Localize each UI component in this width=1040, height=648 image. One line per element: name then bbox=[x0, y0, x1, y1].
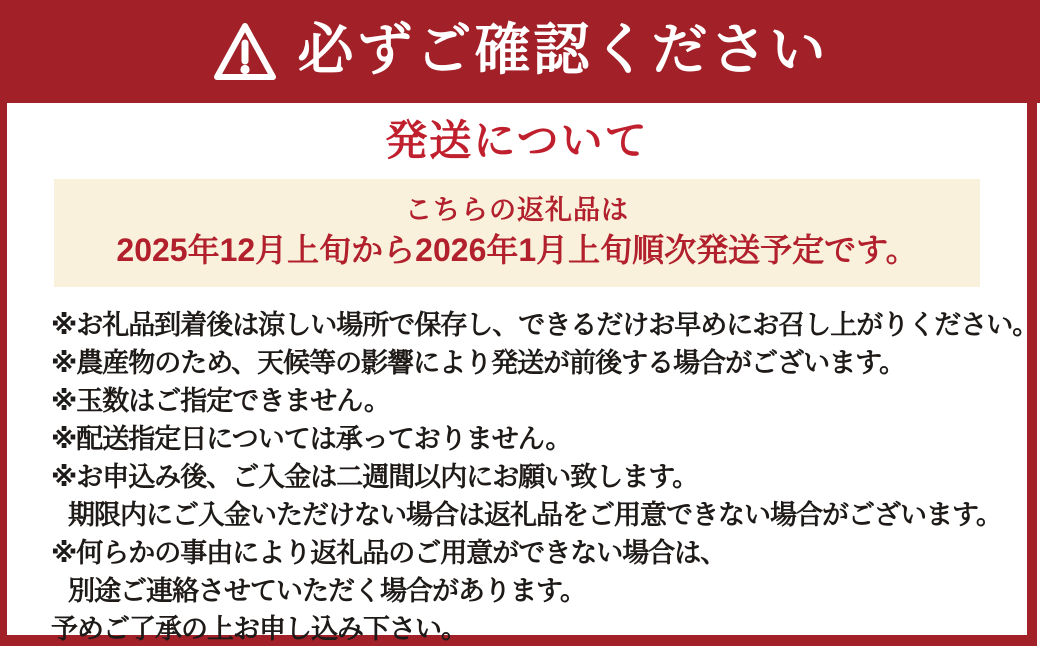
note-line: ※何らかの事由により返礼品のご用意ができない場合は、 bbox=[51, 538, 727, 569]
highlight-line-2: 2025年12月上旬から2026年1月上旬順次発送予定です。 bbox=[116, 231, 918, 268]
note-line-continuation: 期限内にご入金いただけない場合は返礼品をご用意できない場合がございます。 bbox=[68, 500, 1002, 531]
shipping-schedule-highlight bbox=[54, 179, 980, 287]
note-line: ※配送指定日については承っておりません。 bbox=[51, 424, 572, 455]
notes-list bbox=[51, 306, 1039, 648]
note-line: ※農産物のため、天候等の影響により発送が前後する場合がございます。 bbox=[51, 348, 906, 379]
notice-frame bbox=[0, 103, 1037, 646]
note-line-closing: 予めご了承の上お申し込み下さい。 bbox=[51, 614, 467, 645]
banner-title: 必ずご確認ください bbox=[297, 17, 829, 81]
note-line: ※お礼品到着後は涼しい場所で保存し、できるだけお早めにお召し上がりください。 bbox=[51, 310, 1039, 341]
note-line: ※お申込み後、ご入金は二週間以内にお願い致します。 bbox=[51, 462, 699, 493]
shipping-heading: 発送について bbox=[385, 117, 649, 164]
highlight-line-1: こちらの返礼品は bbox=[405, 195, 629, 226]
confirmation-banner bbox=[0, 0, 1040, 103]
note-line: ※玉数はご指定できません。 bbox=[51, 386, 390, 417]
note-line-continuation: 別途ご連絡させていただく場合があります。 bbox=[68, 576, 586, 607]
warning-triangle-icon bbox=[212, 19, 278, 85]
